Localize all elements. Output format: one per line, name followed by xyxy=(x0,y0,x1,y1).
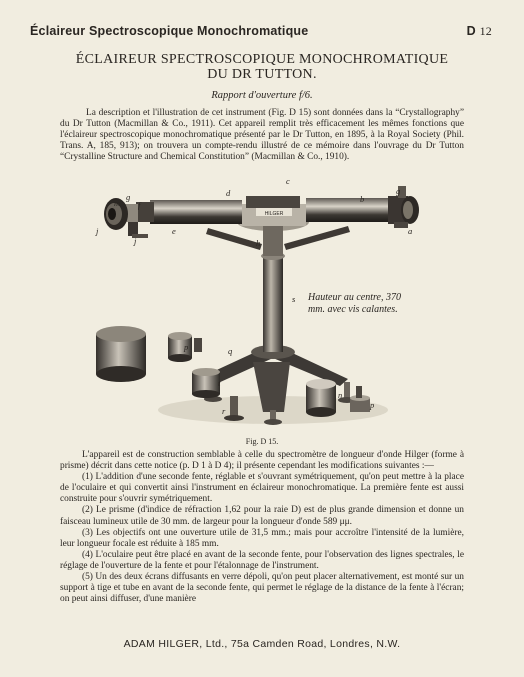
body-paragraph: (1) L'addition d'une seconde fente, réglable et s'ouvrant symétriquement, qu'on peut mettre à la place de l'oculaire et qui convertit ainsi l'instrument en éclaireur monochromatique. La première fente est aussi construite pour s'ouvrir symétriquement. xyxy=(60,472,464,505)
label-r: s xyxy=(292,294,296,304)
label-a: a xyxy=(408,226,413,236)
running-head xyxy=(30,24,492,40)
figure-caption: Fig. D 15. xyxy=(245,437,279,446)
label-j: j xyxy=(134,236,137,246)
body-text xyxy=(60,450,464,605)
label-m: n xyxy=(338,390,343,400)
publisher-footer: ADAM HILGER, Ltd., 75a Camden Road, Londres, N.W. xyxy=(123,638,401,650)
label-n: p xyxy=(370,400,375,410)
height-note xyxy=(308,292,458,316)
height-note-line-2: mm. avec vis calantes. xyxy=(308,304,398,315)
title-line-1: ÉCLAIREUR SPECTROSCOPIQUE MONOCHROMATIQUE xyxy=(75,52,449,67)
instrument-figure xyxy=(58,174,466,436)
body-paragraph: (4) L'oculaire peut être placé en avant de la seconde fente, pour l'observation des lignes spectrales, le réglage de l'ouverture de la fente et pour l'étalonnage de l'instrument. xyxy=(60,549,464,571)
label-q: q xyxy=(228,346,233,356)
body-paragraph: L'appareil est de construction semblable à celle du spectromètre de longueur d'onde Hilger (forme à prisme) décrit dans cette notice (p. D 1 à D 4); il présente cependant les modifications suivantes :— xyxy=(60,450,464,472)
label-s: r xyxy=(222,406,226,416)
label-l: m xyxy=(114,198,121,208)
label-p: p xyxy=(184,342,189,352)
intro-text: La description et l'illustration de cet instrument (Fig. D 15) sont données dans la “Crystallography” du Dr Tutton (Macmillan & Co., 1911). Cet appareil remplit très efficacement les mêmes fonctions que l'éclaireur spectroscopique monochromatique présenté par le Dr Tutton, en 1895, à la Royal Society (Phil. Trans. A, 185, 913); on trouvera un compte-rendu illustré de ce mémoire dans l'ouvrage du Dr Tutton “Crystalline Structure and Chemical Constitution” (Macmillan & Co., 1910). xyxy=(60,108,464,163)
label-f: f xyxy=(138,200,141,210)
label-g-right: g xyxy=(396,186,401,196)
height-note-line-1: Hauteur au centre, 370 xyxy=(308,292,401,303)
plate-text: HILGER xyxy=(264,211,284,217)
body-paragraph: (5) Un des deux écrans diffusants en verre dépoli, qu'on peut placer alternativement, est monté sur un support à tige et tube en avant de la seconde fente, qui permet le réglage de la distance de la fente à l'écran; on peut ainsi diffuser, d'une manière xyxy=(60,572,464,605)
aperture-subtitle: Rapport d'ouverture f/6. xyxy=(211,90,313,101)
intro-paragraph xyxy=(60,108,464,163)
page-number: 12 xyxy=(479,24,492,38)
label-d: d xyxy=(226,188,231,198)
running-title: Éclaireur Spectroscopique Monochromatique xyxy=(30,24,309,38)
body-paragraph: (2) Le prisme (d'indice de réfraction 1,62 pour la raie D) est de plus grande dimension et donne un faisceau lumineux utile de 30 mm. de largeur pour la longueur d'onde 589 μμ. xyxy=(60,505,464,527)
section-letter: D xyxy=(466,24,476,38)
label-b: b xyxy=(360,194,365,204)
label-g-left: g xyxy=(126,192,131,202)
label-c: c xyxy=(286,176,290,186)
page-title xyxy=(40,52,484,82)
label-e: e xyxy=(172,226,176,236)
page-number-block xyxy=(467,24,492,39)
body-paragraph: (3) Les objectifs ont une ouverture utile de 31,5 mm.; mais pour accroître l'intensité de la lumière, leur longueur focale est réduite à 185 mm. xyxy=(60,527,464,549)
label-h: h xyxy=(256,238,261,248)
title-line-2: DU DR TUTTON. xyxy=(207,67,317,82)
label-j-left: j xyxy=(96,226,99,236)
label-t: t xyxy=(218,378,221,388)
